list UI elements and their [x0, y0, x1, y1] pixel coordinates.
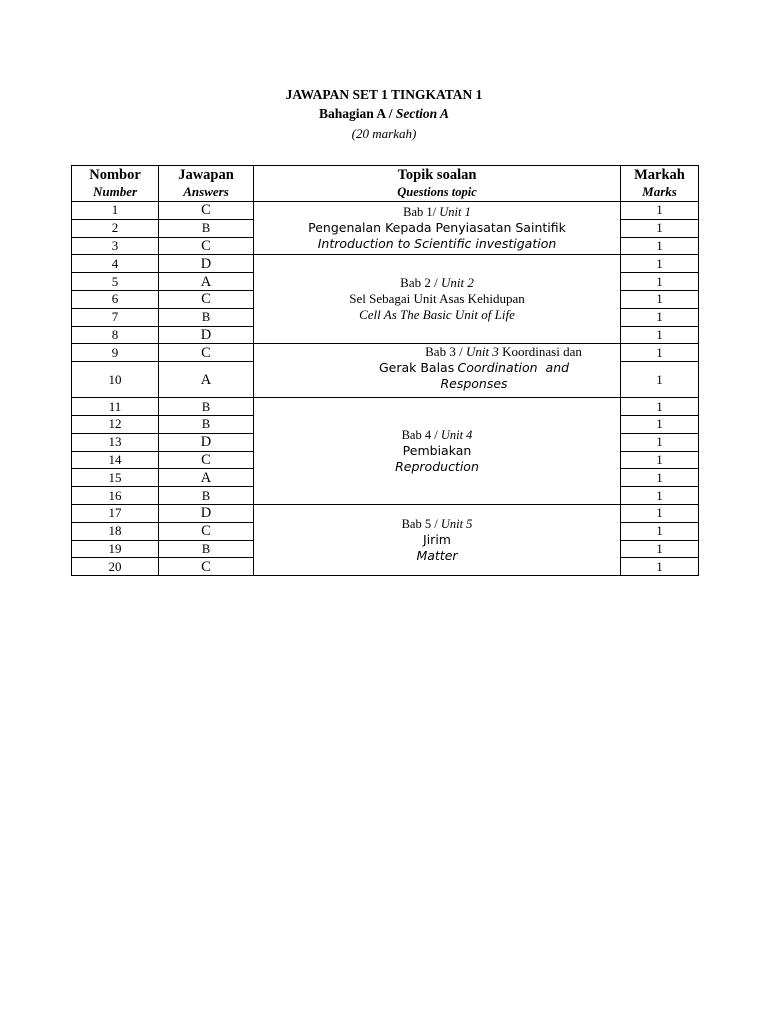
topic-unit-4-name-ms: Pembiakan [402, 443, 472, 459]
header-marks [621, 166, 699, 202]
question-number: 3 [72, 237, 159, 255]
topic-unit-1-bab [254, 204, 620, 220]
answer-cell: B [159, 487, 254, 505]
topic-unit-2-name-en: Cell As The Basic Unit of Life [359, 307, 515, 323]
answer-cell: C [159, 290, 254, 308]
mark-cell: 1 [621, 433, 699, 451]
question-number: 10 [72, 362, 159, 398]
answer-cell: B [159, 308, 254, 326]
answer-cell: A [159, 469, 254, 487]
header-topic [254, 166, 621, 202]
answer-cell: D [159, 255, 254, 273]
question-number: 8 [72, 326, 159, 344]
header-topic-ms: Topik soalan [397, 167, 477, 183]
topic-unit-3-name-ms-b: Gerak Balas [378, 360, 455, 376]
mark-cell: 1 [621, 255, 699, 273]
question-number: 20 [72, 558, 159, 576]
topic-unit-1-name-en: Introduction to Scientific investigation [317, 236, 557, 252]
mark-cell: 1 [621, 469, 699, 487]
topic-unit-label: Unit 4 [440, 428, 473, 443]
answer-cell: D [159, 504, 254, 522]
topic-unit-2 [254, 255, 621, 344]
answer-cell: B [159, 540, 254, 558]
header-marks-ms: Markah [634, 167, 685, 183]
question-number: 18 [72, 522, 159, 540]
mark-cell: 1 [621, 540, 699, 558]
mark-cell: 1 [621, 290, 699, 308]
header-topic-en: Questions topic [397, 185, 477, 199]
question-number: 12 [72, 415, 159, 433]
topic-unit-2-bab [254, 275, 620, 291]
topic-unit-5-name-en: Matter [416, 548, 458, 564]
question-number: 17 [72, 504, 159, 522]
table-row [72, 504, 699, 522]
table-row [72, 398, 699, 416]
mark-cell: 1 [621, 219, 699, 237]
header-number-en: Number [92, 184, 138, 199]
table-header-row [72, 166, 699, 202]
answer-cell: C [159, 237, 254, 255]
table-row [72, 344, 699, 362]
header-number-ms: Nombor [89, 167, 141, 183]
header-answer [159, 166, 254, 202]
mark-cell: 1 [621, 362, 699, 398]
topic-unit-3-line-2 [328, 360, 620, 376]
mark-cell: 1 [621, 451, 699, 469]
topic-unit-2-name-ms: Sel Sebagai Unit Asas Kehidupan [349, 291, 525, 307]
section-heading [0, 106, 768, 122]
topic-bab-label: Bab 5 / [401, 517, 438, 532]
topic-unit-label: Unit 5 [440, 517, 473, 532]
topic-bab-label: Bab 2 / [400, 275, 438, 291]
question-number: 11 [72, 398, 159, 416]
section-label-ms: Bahagian A / [318, 106, 393, 121]
header-answer-ms: Jawapan [178, 167, 234, 183]
mark-cell: 1 [621, 344, 699, 362]
answer-cell: B [159, 219, 254, 237]
table-row [72, 202, 699, 220]
mark-cell: 1 [621, 415, 699, 433]
topic-bab-label: Bab 3 / [425, 344, 463, 360]
answer-cell: D [159, 326, 254, 344]
question-number: 7 [72, 308, 159, 326]
topic-unit-label: Unit 3 [465, 344, 499, 360]
question-number: 16 [72, 487, 159, 505]
section-label-en: Section A [395, 106, 450, 121]
header-number [72, 166, 159, 202]
topic-unit-4-bab [254, 427, 620, 443]
topic-unit-1 [254, 202, 621, 255]
answer-cell: B [159, 415, 254, 433]
mark-cell: 1 [621, 398, 699, 416]
document-title: JAWAPAN SET 1 TINGKATAN 1 [285, 87, 483, 102]
question-number: 6 [72, 290, 159, 308]
question-number: 13 [72, 433, 159, 451]
mark-cell: 1 [621, 487, 699, 505]
mark-cell: 1 [621, 202, 699, 220]
topic-unit-4-name-en: Reproduction [395, 459, 479, 475]
topic-unit-5 [254, 504, 621, 575]
question-number: 4 [72, 255, 159, 273]
mark-cell: 1 [621, 273, 699, 291]
answer-table [71, 165, 699, 576]
topic-unit-5-bab [254, 516, 620, 532]
topic-unit-label: Unit 2 [440, 275, 474, 291]
topic-unit-1-name-ms: Pengenalan Kepada Penyiasatan Saintifik [308, 220, 566, 236]
answer-cell: A [159, 362, 254, 398]
topic-bab-label: Bab 4 / [401, 428, 438, 443]
mark-cell: 1 [621, 308, 699, 326]
answer-cell: C [159, 344, 254, 362]
topic-unit-3-line-1 [328, 344, 620, 360]
question-number: 15 [72, 469, 159, 487]
question-number: 9 [72, 344, 159, 362]
question-number: 14 [72, 451, 159, 469]
topic-unit-5-name-ms: Jirim [423, 532, 451, 548]
answer-cell: C [159, 558, 254, 576]
question-number: 1 [72, 202, 159, 220]
answer-cell: C [159, 202, 254, 220]
topic-unit-3-name-en-a: Coordination and [457, 360, 570, 376]
topic-unit-3-name-en-b: Responses [440, 376, 508, 392]
question-number: 5 [72, 273, 159, 291]
table-row [72, 255, 699, 273]
topic-unit-4 [254, 398, 621, 505]
question-number: 2 [72, 219, 159, 237]
answer-cell: A [159, 273, 254, 291]
question-number: 19 [72, 540, 159, 558]
answer-cell: B [159, 398, 254, 416]
answer-cell: C [159, 522, 254, 540]
header-answer-en: Answers [183, 184, 229, 199]
mark-cell: 1 [621, 326, 699, 344]
header-marks-en: Marks [642, 184, 677, 199]
mark-cell: 1 [621, 558, 699, 576]
mark-cell: 1 [621, 504, 699, 522]
answer-cell: C [159, 451, 254, 469]
topic-unit-label: Unit 1 [439, 205, 471, 220]
topic-unit-3-name-ms-a: Koordinasi dan [502, 344, 582, 360]
topic-bab-label: Bab 1/ [403, 205, 437, 220]
marks-note: (20 markah) [351, 126, 417, 141]
mark-cell: 1 [621, 522, 699, 540]
mark-cell: 1 [621, 237, 699, 255]
answer-cell: D [159, 433, 254, 451]
topic-unit-3 [254, 344, 621, 398]
